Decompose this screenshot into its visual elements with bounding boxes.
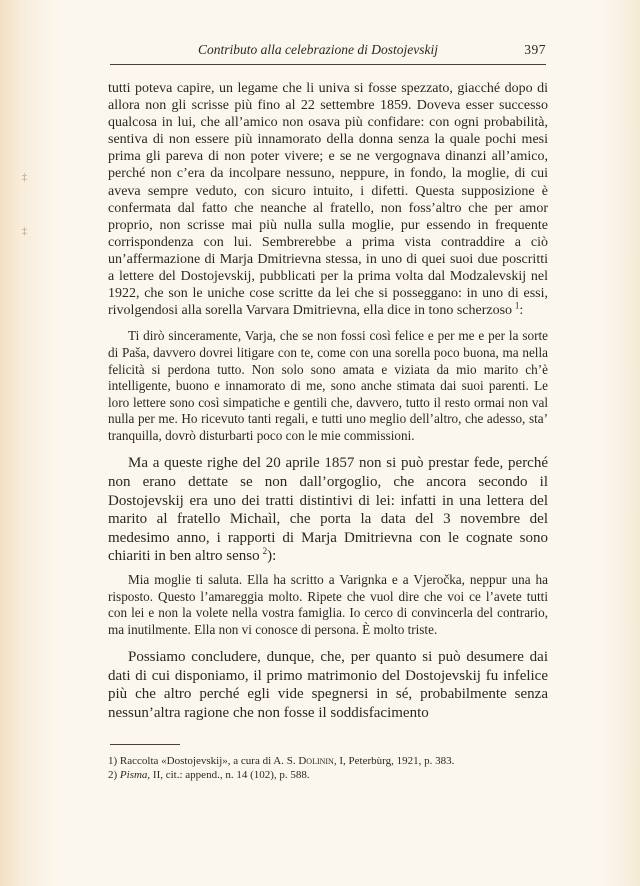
footnote-text: , II, cit.: append., n. 14 (102), p. 588.: [147, 769, 310, 781]
footnote-text: Raccolta «Dostojevskij», a cura di A. S.: [119, 755, 296, 767]
header-rule: [110, 64, 546, 65]
footnote-ref: 2: [262, 546, 268, 557]
footnote-mark: 1): [108, 755, 118, 767]
footnotes: [108, 754, 558, 782]
footnote-2: [108, 768, 558, 782]
margin-mark: ‡: [22, 172, 27, 183]
block-quote: Mia moglie ti saluta. Ella ha scritto a Varignka e a Vjeročka, neppur una ha risposto. Questo l’amareggia molto. Ripete che vuol dire che voi ce l’avete tutti con lei e non la volete nella vostra famiglia. Io cerco di convincerla del contrario, ma inutilmente. Ella non vi conosce di persona. È molto triste.: [108, 572, 548, 637]
footnote-mark: 2): [108, 769, 118, 781]
footnote-title: Pisma: [119, 769, 148, 781]
footnote-ref: 1: [514, 300, 520, 311]
block-quote: Ti dirò sinceramente, Varja, che se non fossi così felice e per me e per la sorte di Paša, davvero dovrei litigare con te, come con una sorella poco buona, ma nella felicità si perdona tutto. Non solo sono amata e viziata da mio marito ch’è intelligente, buono e innamorato di me, sono anche stimata dai suoi parenti. Le loro lettere sono così simpatiche e gentili che, davvero, tutto il resto ormai non val nulla per me. Ho ricevuto tanti regali, e tutti uno meglio dell’altro, che adesso, sta’ tranquilla, dovrò disturbarti poco con le mie commissioni.: [108, 328, 548, 443]
page-number: 397: [524, 42, 546, 57]
paragraph-tail: ):: [267, 548, 277, 565]
paragraph-tail: :: [519, 303, 524, 319]
footnote-text: , I, Peterbùrg, 1921, p. 383.: [333, 755, 455, 767]
paragraph: [108, 454, 548, 566]
footnote-1: [108, 754, 558, 768]
body-text: [108, 80, 548, 722]
running-title: Contributo alla celebrazione di Dostojevskij: [198, 42, 438, 57]
paragraph: [108, 80, 548, 319]
paragraph: Possiamo concludere, dunque, che, per quanto si può desumere dai dati di cui disponiamo, il primo matrimonio del Dostojevskij fu infelice più che altro perché egli vide spegnersi in sé, probabilmente senza nessun’altra ragione che non fosse il soddisfacimento: [108, 649, 548, 721]
paragraph-text: Ma a queste righe del 20 aprile 1857 non si può prestar fede, perché non erano dettate se non dall’orgoglio, che ancora secondo il Dostojevskij era uno dei tratti distintivi di lei: infatti in una lettera del marito al fratello Michaìl, che porta la data del 3 novembre del medesimo anno, i rapporti di Marja Dmitrievna con le cognate sono chiariti in ben altro senso: [108, 455, 548, 565]
margin-mark: ‡: [22, 226, 27, 237]
paragraph-text: tutti poteva capire, un legame che li univa si fosse spezzato, giacché dopo di allora non gli scrisse più fino al 22 settembre 1859. Doveva esser successo qualcosa in lui, che all’amico non osava più confidare: con ogni probabilità, sentiva di non essere più innamorato della donna senza la quale pochi mesi prima gli pareva di non poter vivere; e se ne vergognava dinanzi all’amico, perché non c’era da incolpare nessuno, neppure, in fondo, la moglie, di cui aveva sempre veduto, con sicuro intuito, i difetti. Questa supposizione è confermata dal fatto che neanche al fratello, non foss’altro che per amor proprio, non scrisse mai più nulla sulla moglie, pur essendo in frequente corrispondenza con lui. Sembrerebbe a prima vista contraddire a ciò un’affermazione di Marja Dmitrievna stessa, in uno di quei suoi due poscritti a lettere del Dostojevskij, pubblicati per la prima volta dal Modzalevskij nel 1922, che son le uniche cose scritte da lei che si posseggano: in uno di essi, rivolgendosi alla sorella Varvara Dmitrievna, ella dice in tono scherzoso: [108, 81, 548, 319]
footnote-rule: [110, 744, 180, 745]
footnote-author: Dolinin: [298, 755, 334, 767]
